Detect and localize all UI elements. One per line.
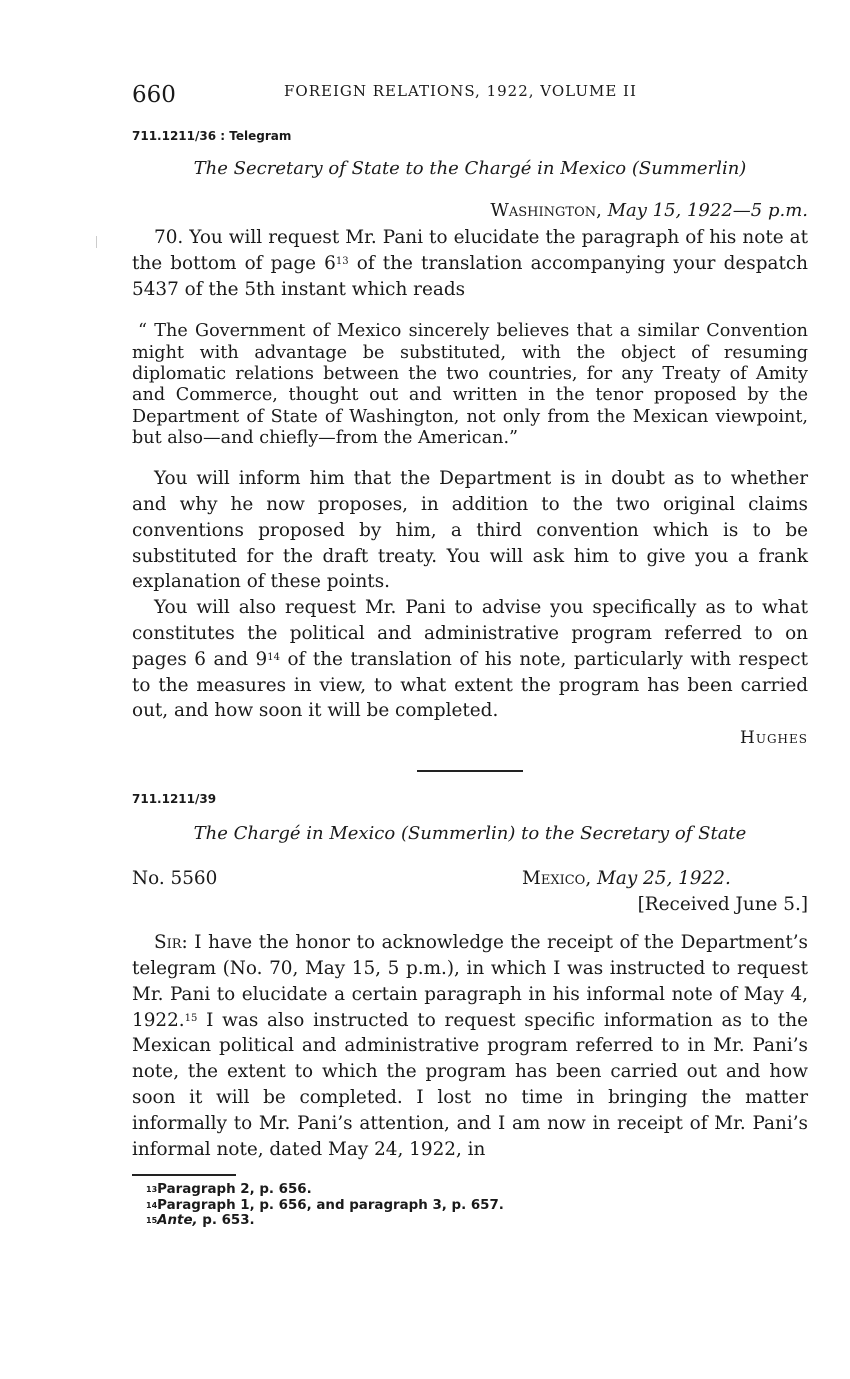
page-header — [132, 70, 808, 110]
received-note: [Received June 5.] — [637, 894, 808, 916]
section-divider — [417, 770, 523, 772]
paragraph: You will inform him that the Department is in doubt as to whether and why he now proposes, in addition to the two original claims conventions proposed by him, a third convention which is to be substituted for the draft treaty. You will ask him to give you a frank explanation of these points. — [132, 468, 808, 593]
file-number: 711.1211/36 : Telegram — [132, 129, 292, 143]
footnote-mark: 14 — [146, 1200, 158, 1210]
file-number: 711.1211/39 — [132, 792, 217, 807]
document-title: The Chargé in Mexico (Summerlin) to the Secretary of State — [193, 823, 747, 845]
paragraph-text: of the translation accompanying your despatch 5437 of the 5th instant which reads — [132, 252, 808, 300]
block-quote: “ The Government of Mexico sincerely believes that a similar Convention might with advantage be substituted, with the object of resuming diplomatic relations between the two countries, for any Treaty of Amity and Commerce, thought out and written in the tenor proposed by the Department of State of Washington, not only from the Mexican viewpoint, but also—and chiefly—from the American.” — [132, 321, 808, 448]
despatch-number: No. 5560 — [132, 868, 218, 890]
margin-mark — [96, 236, 97, 248]
page-number: 660 — [132, 82, 176, 108]
footnote-italic: Ante, — [157, 1213, 198, 1229]
footnote — [132, 1213, 808, 1229]
paragraph-text: I was also instructed to request specific information as to the Mexican political and administrative program referred to in Mr. Pani’s note, the extent to which the program has been carried out and how soon it will be completed. I lost no time in bringing the matter informally to Mr. Pani’s attention, and I am now in receipt of Mr. Pani’s informal note, dated May 24, 1922, in — [132, 1009, 808, 1160]
letter-heading — [132, 868, 808, 920]
paragraph-text: 70. You will request Mr. Pani to elucidate the paragraph of his note at the bottom of page 6 — [132, 227, 808, 274]
footnote-text: Paragraph 2, p. 656. — [157, 1182, 312, 1198]
paragraph — [132, 595, 808, 724]
footnote-divider — [132, 1174, 236, 1176]
dateline — [132, 199, 808, 223]
footnote — [132, 1182, 808, 1198]
dateline-place: Mexico, — [522, 868, 592, 890]
paragraph-text: I have the honor to acknowledge the receipt of the Department’s telegram (No. 70, May 15, 5 p.m.), in which I was instructed to request Mr. Pani to elucidate a certain paragraph in his informal note of May 4, 1922. — [132, 932, 808, 1031]
footnote-text: Paragraph 1, p. 656, and paragraph 3, p. 657. — [157, 1197, 504, 1213]
footnote-ref: 15 — [184, 1012, 198, 1024]
document-title: The Secretary of State to the Chargé in Mexico (Summerlin) — [193, 158, 747, 179]
paragraph-text: of the translation of his note, particularly with respect to the measures in view, to what extent the program has been carried out, and how soon it will be completed. — [132, 648, 808, 722]
dateline-place: Washington, — [490, 200, 602, 221]
document-page — [132, 70, 808, 1229]
footnote-ref: 13 — [335, 255, 349, 267]
footnote-mark: 13 — [146, 1185, 158, 1195]
dateline-date: May 25, 1922. — [597, 868, 731, 890]
salutation: Sir: — [154, 932, 188, 954]
paragraph — [132, 225, 808, 302]
signature: Hughes — [740, 728, 808, 749]
dateline-date: May 15, 1922—5 p.m. — [607, 200, 808, 221]
paragraph-text: You will also request Mr. Pani to advise you specifically as to what constitutes the political and administrative program referred to on pages 6 and 9 — [132, 597, 808, 670]
footnote-text: p. 653. — [197, 1213, 255, 1229]
footnote-mark: 15 — [146, 1216, 158, 1226]
footnote — [132, 1198, 808, 1214]
footnote-ref: 14 — [267, 651, 280, 663]
paragraph — [132, 930, 808, 1162]
letter-dateline — [522, 868, 731, 889]
running-head: FOREIGN RELATIONS, 1922, VOLUME II — [284, 82, 637, 100]
